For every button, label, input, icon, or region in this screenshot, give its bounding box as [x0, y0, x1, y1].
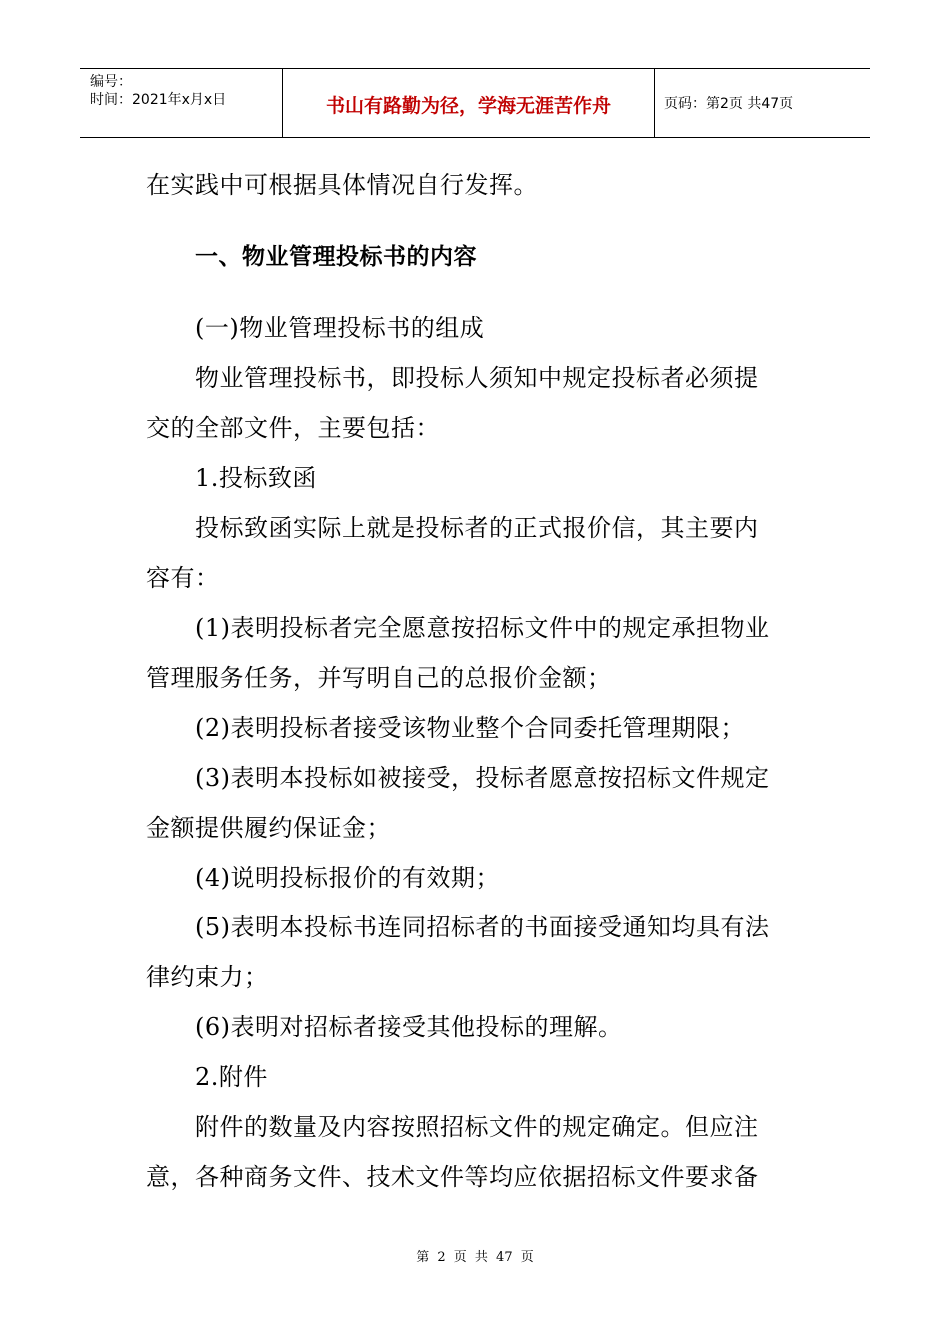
body-line: 投标致函实际上就是投标者的正式报价信，其主要内 — [195, 514, 759, 542]
page-footer: 第 2 页 共 47 页 — [416, 1250, 534, 1265]
list-item: (2)表明投标者接受该物业整个合同委托管理期限； — [195, 714, 745, 742]
body-line: 在实践中可根据具体情况自行发挥。 — [146, 171, 538, 199]
item-heading: 2.附件 — [195, 1063, 268, 1091]
body-line: 容有： — [146, 564, 220, 592]
section-heading: 一、物业管理投标书的内容 — [195, 244, 477, 270]
body-line: 律约束力； — [146, 963, 269, 991]
list-item: (4)说明投标报价的有效期； — [195, 864, 500, 892]
body-line: 交的全部文件，主要包括： — [146, 414, 440, 442]
header-motto-cell — [283, 69, 655, 137]
list-item: (1)表明投标者完全愿意按招标文件中的规定承担物业 — [195, 614, 770, 642]
header-page-info: 页码：第2页 共47页 — [664, 96, 794, 112]
item-heading: 1.投标致函 — [195, 464, 317, 492]
list-item: (6)表明对招标者接受其他投标的理解。 — [195, 1013, 623, 1041]
document-number-label: 编号： — [90, 74, 132, 90]
header-page-cell — [655, 69, 870, 137]
body-line: 物业管理投标书，即投标人须知中规定投标者必须提 — [195, 364, 759, 392]
body-line: 附件的数量及内容按照招标文件的规定确定。但应注 — [195, 1113, 759, 1141]
list-item: (3)表明本投标如被接受，投标者愿意按招标文件规定 — [195, 764, 770, 792]
list-item: (5)表明本投标书连同招标者的书面接受通知均具有法 — [195, 913, 770, 941]
header-info-cell — [80, 69, 283, 137]
body-line: 金额提供履约保证金； — [146, 814, 391, 842]
page-header — [80, 68, 870, 138]
header-motto: 书山有路勤为径，学海无涯苦作舟 — [325, 95, 611, 117]
document-date-label: 时间：2021年x月x日 — [90, 92, 227, 108]
subsection-heading: (一)物业管理投标书的组成 — [195, 314, 485, 342]
body-line: 管理服务任务，并写明自己的总报价金额； — [146, 664, 612, 692]
body-line: 意，各种商务文件、技术文件等均应依据招标文件要求备 — [146, 1163, 759, 1191]
